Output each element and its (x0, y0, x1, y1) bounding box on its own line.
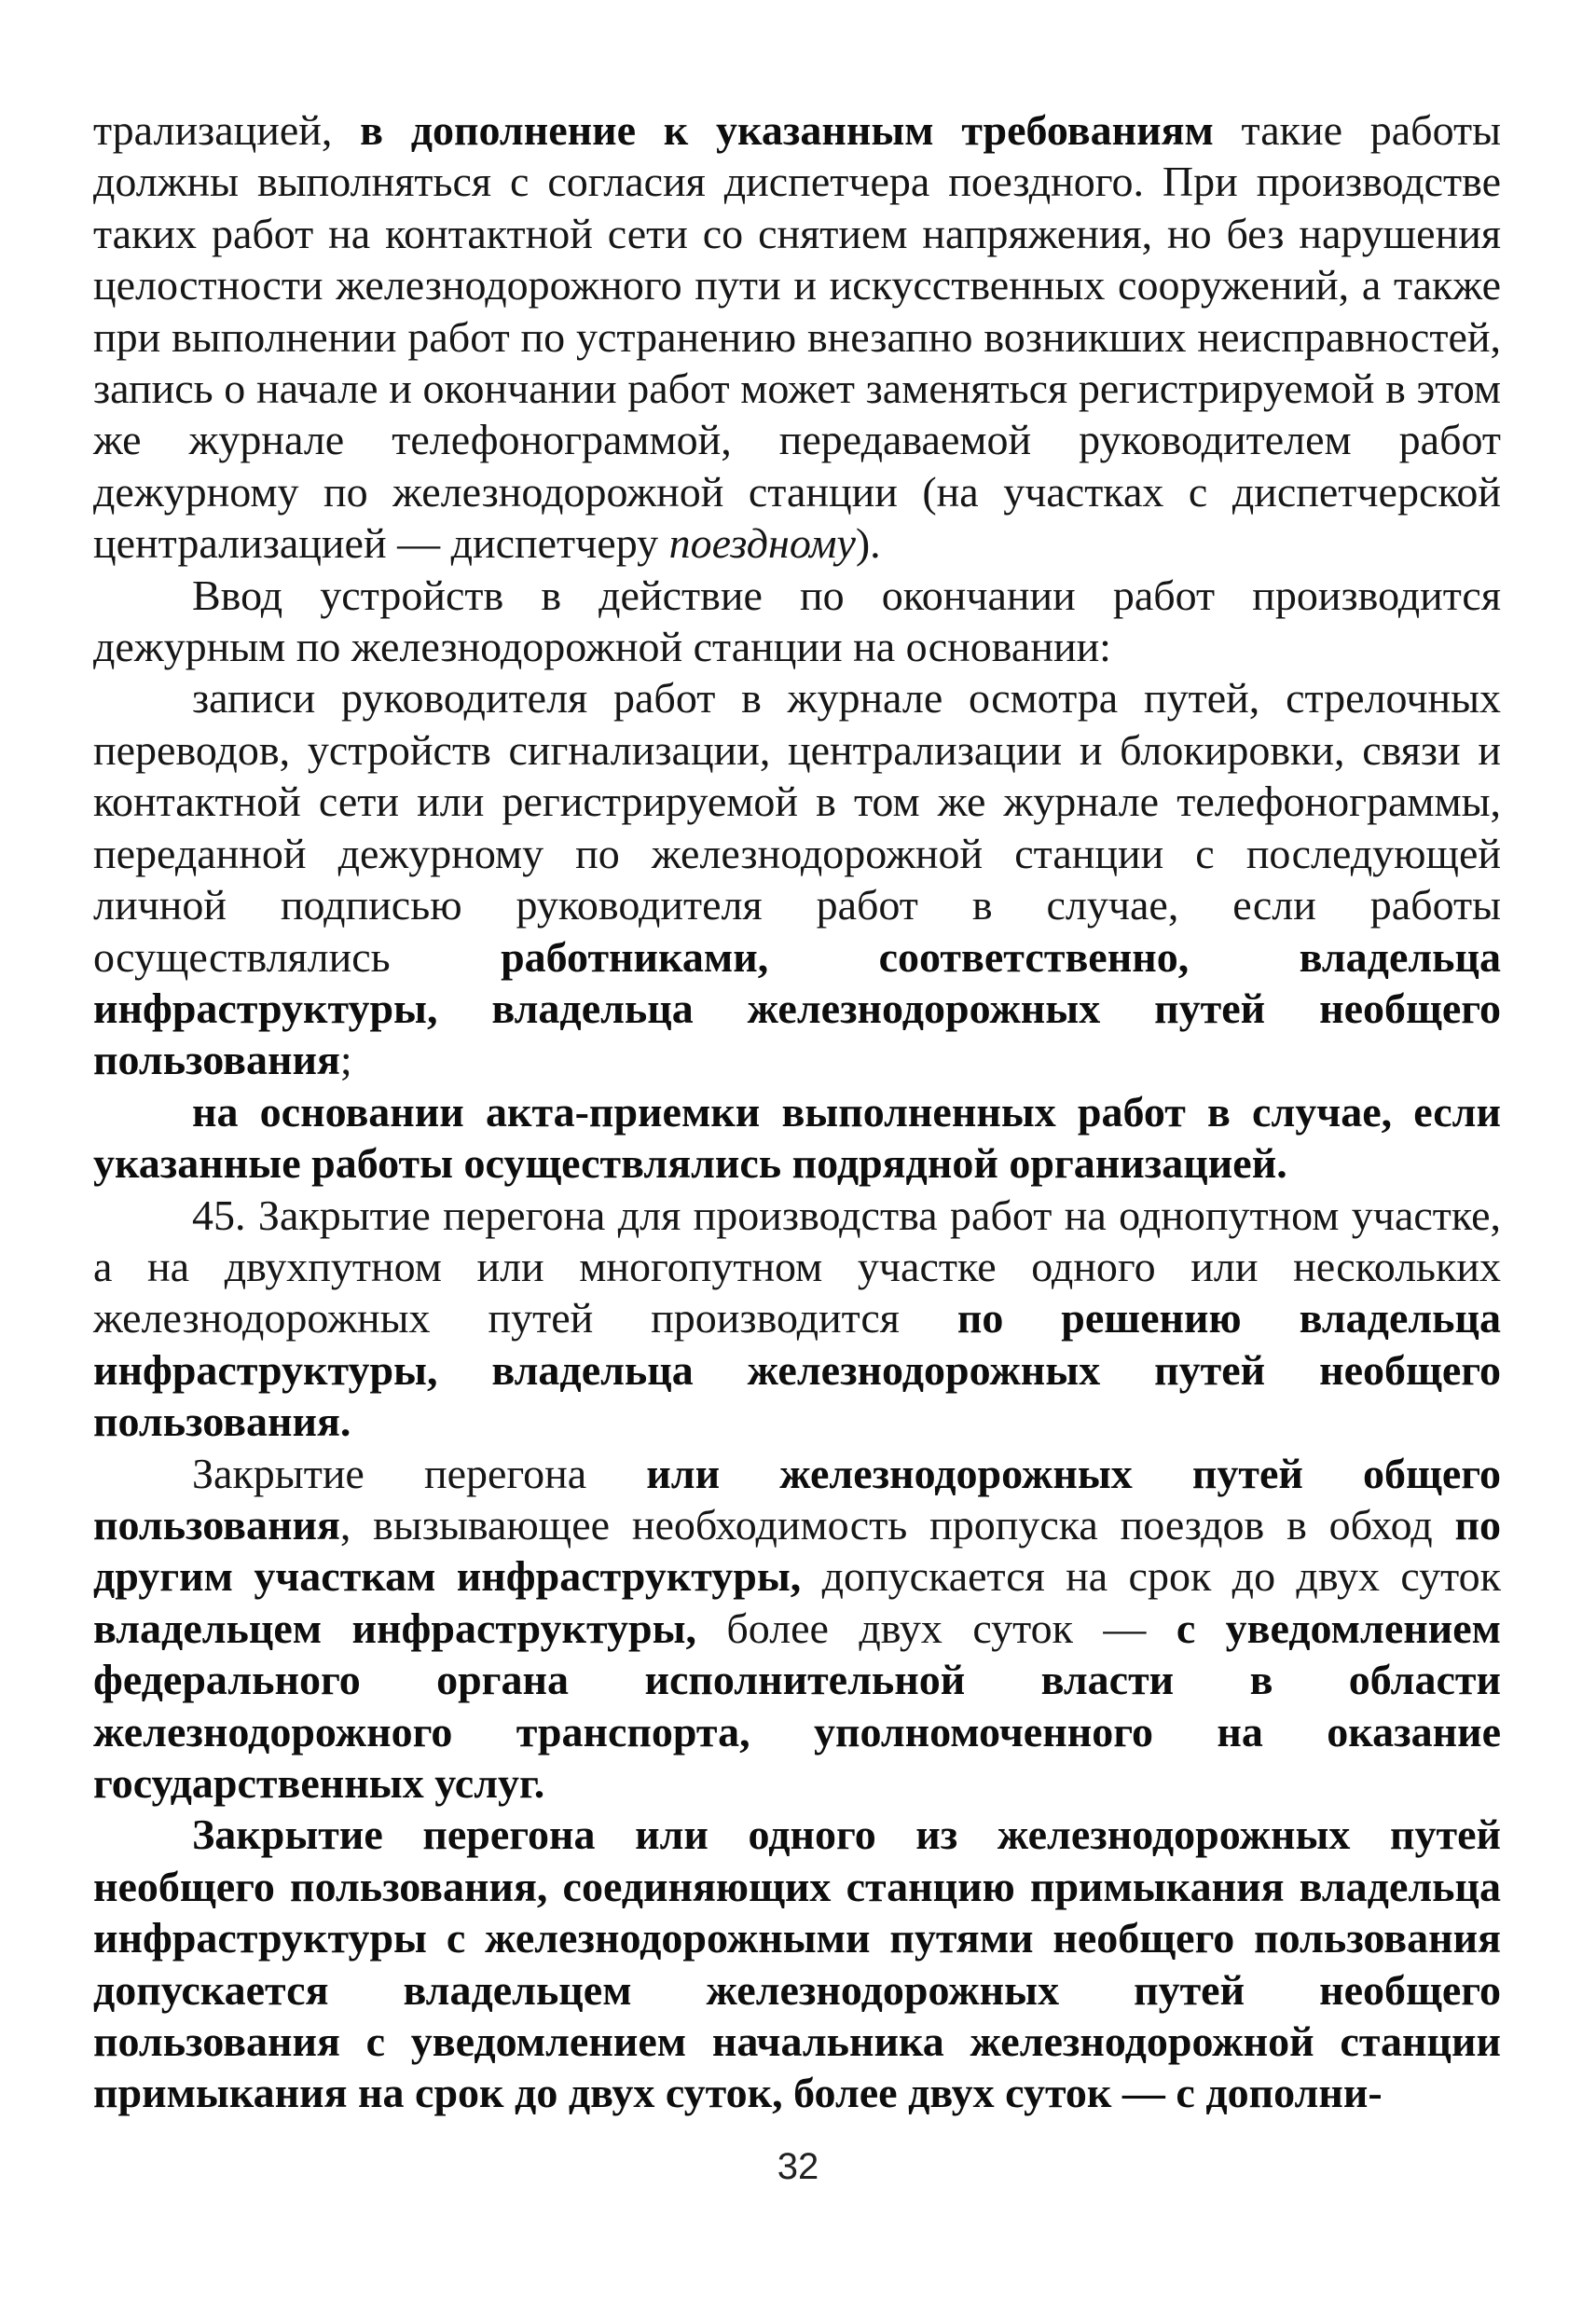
bold-text: работниками, соответственно, владельца инфраструктуры, владельца железнодорожных путей необщего пользования (93, 932, 1501, 1084)
text-run: ; (339, 1036, 352, 1084)
text-run: допускается на срок до двух суток (801, 1552, 1501, 1601)
paragraph-4 (93, 1086, 1501, 1190)
bold-text: или железнодорожных путей общего пользования (93, 1449, 1501, 1549)
page-body (93, 104, 1501, 2119)
text-run: 45. Закрытие перегона для производства работ на однопутном участке, а на двухпутном или многопутном участке одного или нескольких железнодорожных путей производится (93, 1191, 1501, 1342)
bold-text: Закрытие перегона или одного из железнодорожных путей необщего пользования, соединяющих станцию примыкания владельца инфраструктуры с железнодорожными путями необщего пользования допускается владельцем железнодорожных путей необщего пользования с уведомлением начальника железнодорожной станции примыкания на срок до двух суток, более двух суток — с дополни- (93, 1810, 1501, 2117)
paragraph-7 (93, 1809, 1501, 2118)
paragraph-1 (93, 104, 1501, 570)
text-run: трализацией, (93, 106, 361, 154)
text-run: более двух суток — (695, 1604, 1176, 1652)
text-run: Ввод устройств в действие по окончании работ производится дежурным по железнодорожной станции на основании: (93, 571, 1501, 671)
bold-text: по другим участкам инфраструктуры, (93, 1500, 1501, 1601)
bold-text: по решению владельца инфраструктуры, владельца железнодорожных путей необщего пользования. (93, 1294, 1502, 1446)
paragraph-3 (93, 672, 1501, 1085)
page-number: 32 (777, 2146, 819, 2187)
bold-text: с уведомлением федерального органа исполнительной власти в области железнодорожного транспорта, уполномоченного на оказание государственных услуг. (93, 1604, 1501, 1807)
bold-text: на основании акта-приемки выполненных работ в случае, если указанные работы осуществлялись подрядной организацией. (93, 1087, 1501, 1188)
text-run: ). (855, 519, 881, 568)
bold-text: в дополнение к указанным требованиям (360, 106, 1214, 154)
paragraph-5 (93, 1190, 1501, 1448)
paragraph-2 (93, 570, 1501, 673)
text-run: записи руководителя работ в журнале осмотра путей, стрелочных переводов, устройств сигнализации, централизации и блокировки, связи и контактной сети или регистрируемой в том же журнале телефонограммы, переданной дежурному по железнодорожной станции с последующей личной подписью руководителя работ в случае, если работы осуществлялись (93, 674, 1501, 981)
text-run: , вызывающее необходимость пропуска поездов в обход (339, 1500, 1455, 1549)
italic-text: поездному (668, 519, 856, 568)
text-run: Закрытие перегона (192, 1449, 647, 1497)
text-run: такие работы должны выполняться с согласия диспетчера поездного. При производстве таких работ на контактной сети со снятием напряжения, но без нарушения целостности железнодорожного пути и искусственных сооружений, а также при выполнении работ по устранению внезапно возникших неисправностей, запись о начале и окончании работ может заменяться регистрируемой в этом же журнале телефонограммой, передаваемой руководителем работ дежурному по железнодорожной станции (на участках с диспетчерской централизацией — диспетчеру (93, 106, 1501, 568)
bold-text: владельцем инфраструктуры, (93, 1604, 696, 1652)
paragraph-6 (93, 1448, 1501, 1810)
